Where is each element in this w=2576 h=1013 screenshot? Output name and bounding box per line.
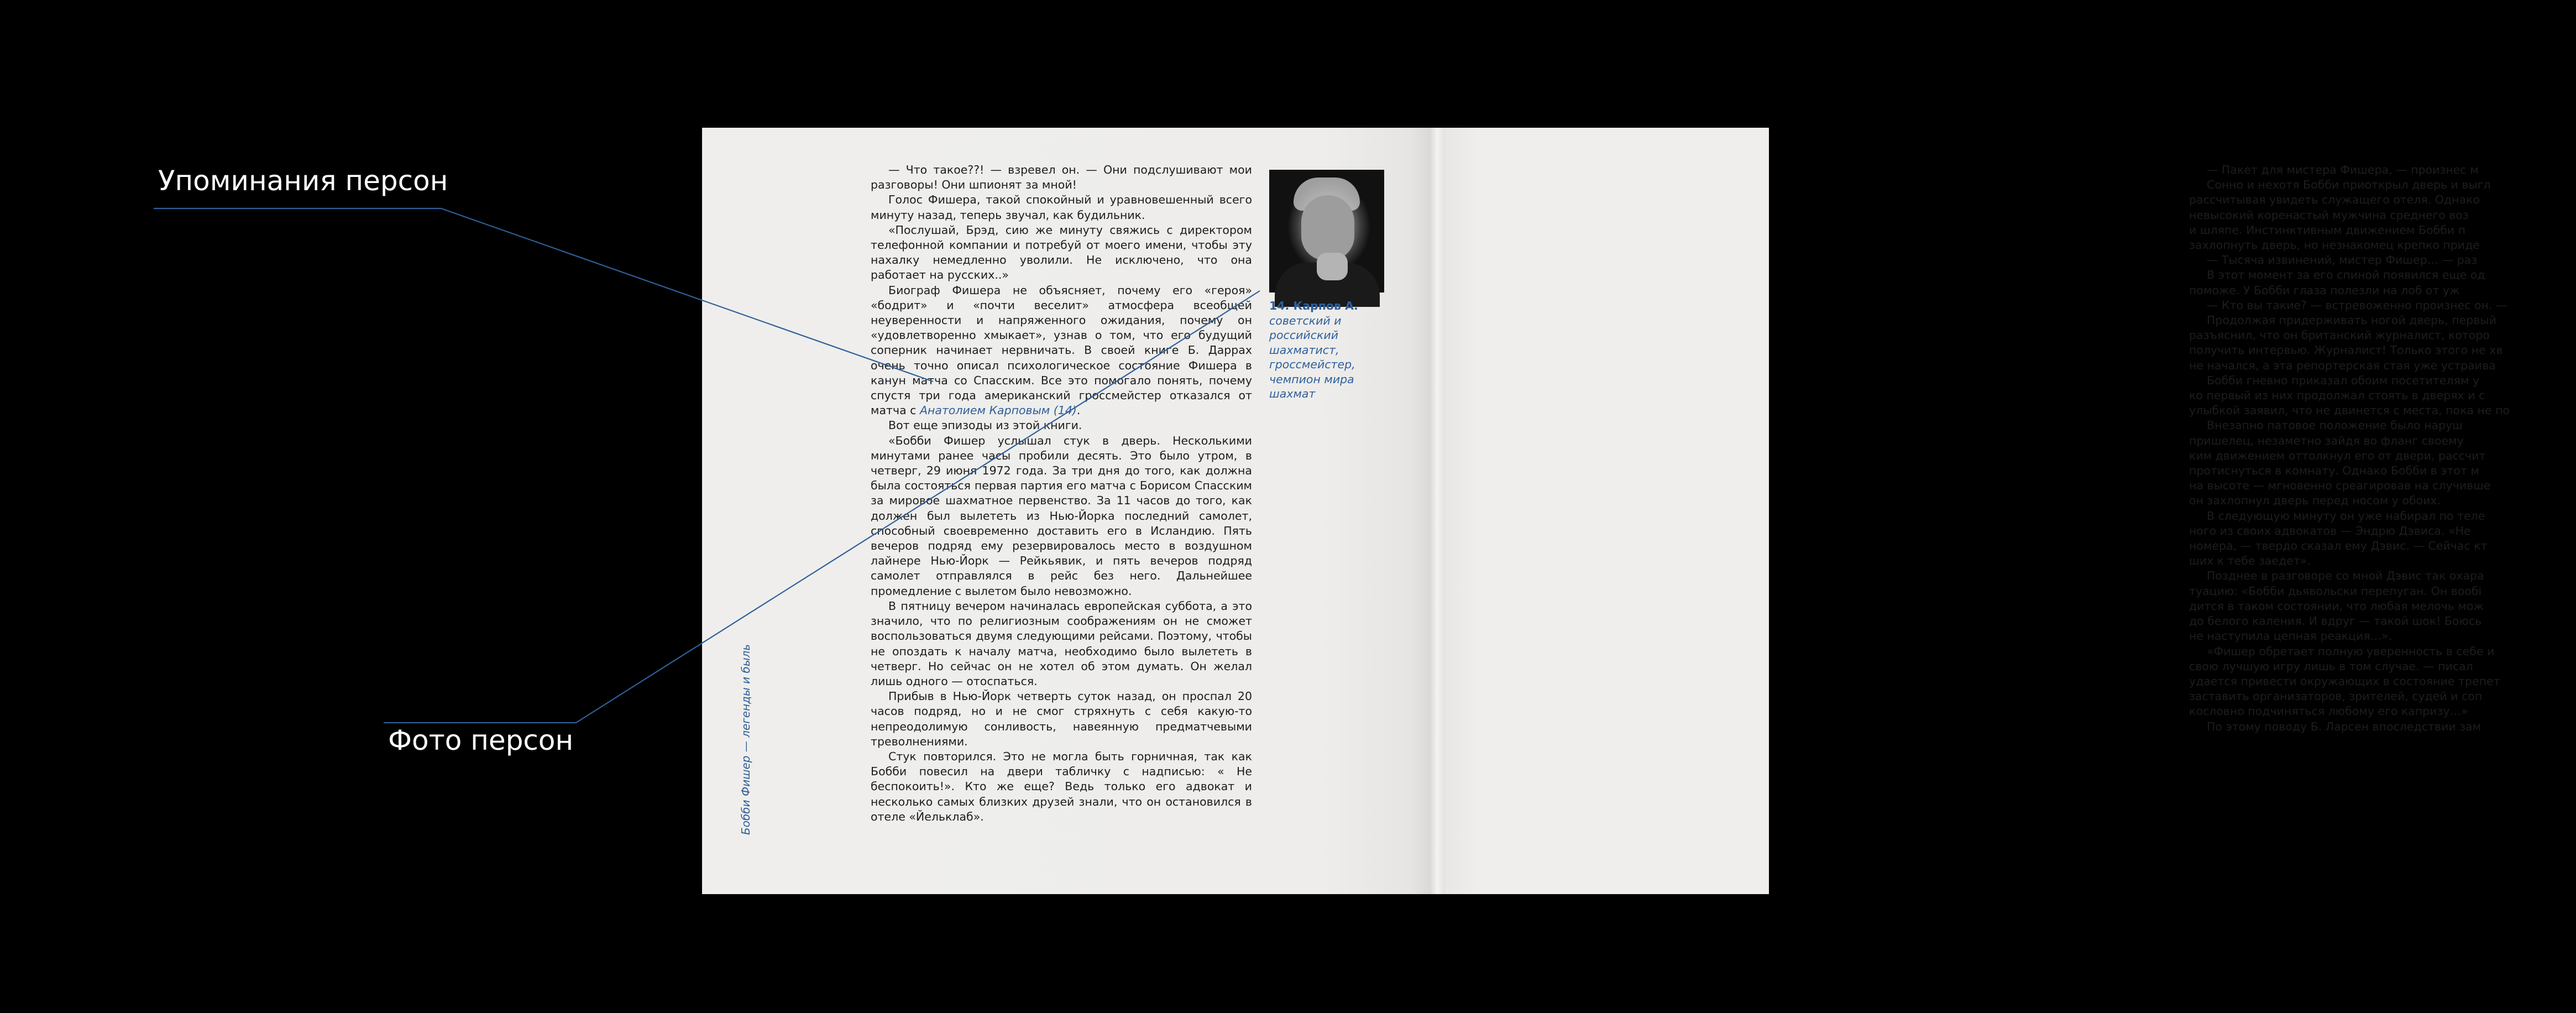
paragraph: В пятницу вечером начиналась европейская суббота, а это значило, что по религиозным соображениям он не сможет воспользоваться двумя следующими рейсами. Поэтому, чтобы не опоздать к началу матча, необходимо было вылететь в четверг. Но сейчас он не хотел об этом думать. Он желал лишь одного — отоспаться. <box>871 599 1252 688</box>
right-line: По этому поводу Б. Ларсен впоследствии зам <box>2207 719 2481 733</box>
right-page-text <box>2189 163 2576 734</box>
right-line: пришелец, незаметно зайдя во фланг своему <box>2189 434 2464 447</box>
book-gutter <box>1431 128 1445 894</box>
right-line: Продолжая придерживать ногой дверь, первый <box>2207 314 2496 327</box>
paragraph: Прибыв в Нью-Йорк четверть суток назад, он проспал 20 часов подряд, но и не смог стряхнуть с себя какую-то непреодолимую сонливость, навеянную предматчевыми треволнениями. <box>871 690 1252 748</box>
right-line: Бобби гневно приказал обоим посетителям у <box>2207 373 2480 387</box>
right-line: заставить организаторов, зрителей, судей и соп <box>2189 690 2483 703</box>
paragraph: — Что такое??! — взревел он. — Они подслушивают мои разговоры! Они шпионят за мной! <box>871 163 1252 192</box>
right-line: кословно подчиняться любому его капризу…» <box>2189 704 2468 718</box>
right-line: ко первый из них продолжал стоять в дверях и с <box>2189 389 2485 403</box>
right-line: номера, — твердо сказал ему Дэвис. — Сейчас кт <box>2189 539 2488 553</box>
mention-punct: . <box>1076 404 1081 417</box>
person-photo <box>1269 170 1384 293</box>
right-line: «Фишер обретает полную уверенность в себе и <box>2207 644 2495 658</box>
right-line: дится в таком состоянии, что любая мелочь мож <box>2189 599 2484 613</box>
right-line: В этот момент за его спиной появился еще од <box>2207 268 2485 282</box>
callout-label-mentions: Упоминания персон <box>158 165 448 197</box>
right-line: получить интервью. Журналист! Только этого не хв <box>2189 343 2503 357</box>
right-line: до белого каления. И вдруг — такой шок! Боюсь <box>2189 614 2482 628</box>
body-text-column <box>871 163 1252 824</box>
right-line: Внезапно патовое положение было наруш <box>2207 419 2463 432</box>
right-line: — Тысяча извинений, мистер Фишер… — раз <box>2207 253 2478 267</box>
right-line: не наступила цепная реакция…». <box>2189 629 2392 643</box>
paragraph: «Послушай, Брэд, сию же минуту свяжись с директором телефонной компании и потребуй от моего имени, чтобы эту нахалку немедленно уволили. Не исключено, что она работает на русских..» <box>871 223 1252 282</box>
right-line: свою лучшую игру лишь в том случае. — писал <box>2189 659 2473 673</box>
right-line: на высоте — мгновенно среагировав на случивше <box>2189 479 2491 493</box>
photo-face-shape <box>1301 195 1354 260</box>
photo-caption <box>1269 299 1388 401</box>
paragraph: Стук повторился. Это не могла быть горничная, так как Бобби повесил на двери табличку с надписью: « Не беспокоить!». Кто же еще? Ведь только его адвокат и несколько самых близких друзей знали, что он остановился в отеле «Йельклаб». <box>871 749 1252 823</box>
right-page <box>1445 128 2510 894</box>
right-line: не начался, а эта репортерская стая уже устраива <box>2189 358 2496 372</box>
right-line: Позднее в разговоре со мной Дэвис так охара <box>2207 569 2484 583</box>
right-line: туацию: «Бобби дьявольски перепуган. Он вообі <box>2189 584 2482 598</box>
paragraph: Голос Фишера, такой спокойный и уравновешенный всего минуту назад, теперь звучал, как будильник. <box>871 193 1252 222</box>
right-line: протиснуться в комнату. Однако Бобби в этот м <box>2189 464 2479 478</box>
right-line: и шляпе. Инстинктивным движением Бобби п <box>2189 223 2466 237</box>
right-line: — Пакет для мистера Фишера, — произнес м <box>2207 163 2479 176</box>
right-line: он захлопнул дверь перед носом у обоих. <box>2189 494 2441 508</box>
caption-description: советский и российский шахматист, гроссмейстер, чемпион мира шахмат <box>1269 314 1355 400</box>
paragraph-text: Биограф Фишера не объясняет, почему его «героя» «бодрит» и «почти веселит» атмосфера всеобщей неуверенности и напряженного ожидания, почему он «удовлетворенно хмыкает», узнав о том, что его будущий соперник начинает нервничать. В своей книге Б. Даррах очень точно описал психологическое состояние Фишера в канун матча со Спасским. Все это помогало понять, почему спустя три года американский гроссмейстер отказался от матча с <box>871 283 1252 417</box>
right-line: рассчитывая увидеть служащего отеля. Однако <box>2189 193 2480 207</box>
right-line: ким движением оттолкнул его от двери, рассчит <box>2189 448 2486 462</box>
right-line: ших к тебе заедет». <box>2189 554 2311 568</box>
right-line: — Кто вы такие? — встревоженно произнес он. — <box>2207 298 2507 312</box>
person-mention[interactable]: Анатолием Карповым (14) <box>919 404 1077 417</box>
right-line: удается привести окружающих в состояние трепет <box>2189 674 2500 688</box>
right-line: Сонно и нехотя Бобби приоткрыл дверь и выгл <box>2207 178 2491 192</box>
right-line: невысокий коренастый мужчина среднего воз <box>2189 208 2469 222</box>
right-line: ного из своих адвокатов — Эндрю Дэвиса. «Не <box>2189 524 2471 537</box>
running-head: Бобби Фишер — легенды и быль <box>739 644 752 835</box>
caption-title: 14. Карпов А. <box>1269 299 1358 312</box>
right-line: захлопнуть дверь, но незнакомец крепко приде <box>2189 238 2480 252</box>
right-line: разъяснил, что он британский журналист, которо <box>2189 328 2490 342</box>
right-line: В следующую минуту он уже набирал по теле <box>2207 509 2485 523</box>
paragraph-with-mention <box>871 283 1252 419</box>
callout-label-photos: Фото персон <box>388 724 574 756</box>
right-line: улыбкой заявил, что не двинется с места, пока не по <box>2189 404 2510 417</box>
paragraph: «Бобби Фишер услышал стук в дверь. Несколькими минутами ранее часы пробили десять. Это было утром, в четверг, 29 июня 1972 года. За три дня до того, как должна была состояться первая партия его матча с Борисом Спасским за мировое шахматное первенство. За 11 часов до того, как должен был вылететь из Нью-Йорка последний самолет, способный своевременно доставить его в Исландию. Пять вечеров подряд ему резервировалось место в воздушном лайнере Нью-Йорк — Рейкьявик, и пять вечеров подряд самолет отправлялся в рейс без него. Дальнейшее промедление с вылетом было невозможно. <box>871 434 1252 598</box>
photo-hand-shape <box>1317 253 1348 280</box>
paragraph: Вот еще эпизоды из этой книги. <box>888 419 1082 432</box>
right-line: поможе. У Бобби глаза полезли на лоб от уж <box>2189 283 2460 297</box>
